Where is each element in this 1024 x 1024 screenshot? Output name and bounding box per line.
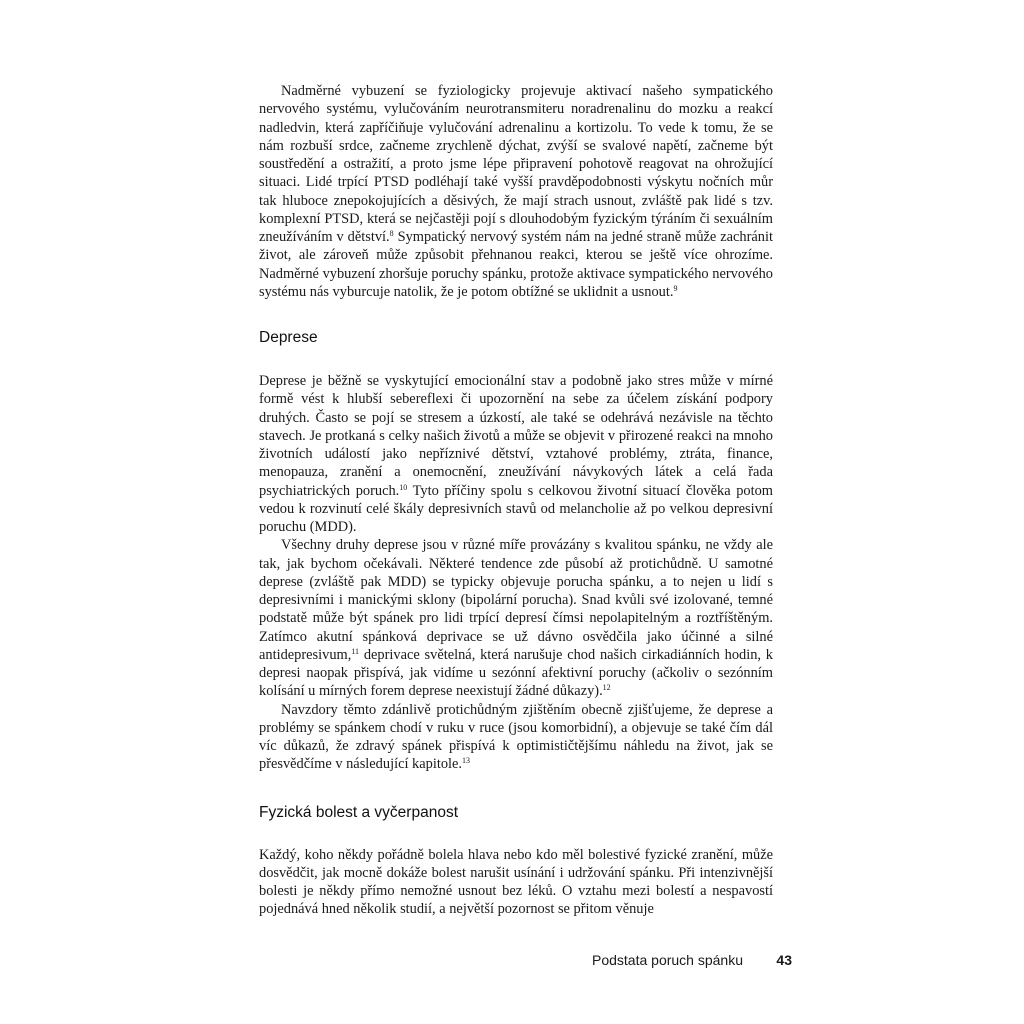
- paragraph-text: Nadměrné vybuzení se fyziologicky projevuje aktivací našeho sympatického nervového systému, vylučováním neurotransmiteru noradrenalinu do mozku a reakcí nadledvin, která zapříčiňuje vylučování adrenalinu a kortizolu. To vede k tomu, že se nám rozbuší srdce, začneme zrychleně dýchat, zvýší se svalové napětí, začneme být soustředění a ostražití, a proto jsme lépe připravení pohotově reagovat na ohrožující situaci. Lidé trpící PTSD podléhají také vyšší pravděpodobnosti výskytu nočních můr tak hluboce znepokojujících a děsivých, že mají strach usnout, zvláště pak lidé s tzv. komplexní PTSD, která se nejčastěji pojí s dlouhodobým fyzickým týráním či sexuálním zneužíváním v dětství.: [259, 83, 773, 245]
- paragraph-text: Navzdory těmto zdánlivě protichůdným zjištěním obecně zjišťujeme, že deprese a problémy se spánkem chodí v ruku v ruce (jsou komorbidní), a objevuje se také čím dál víc důkazů, že zdravý spánek přispívá k optimističtějšímu náhledu na život, jak se přesvědčíme v následující kapitole.: [259, 701, 773, 773]
- paragraph-text: Každý, koho někdy pořádně bolela hlava nebo kdo měl bolestivé fyzické zranění, může dosvědčit, jak mocně dokáže bolest narušit usínání i udržování spánku. Při intenzivnější bolesti je někdy přímo nemožné usnout bez léků. O vztahu mezi bolestí a nespavostí pojednává hned několik studií, a největší pozornost se přitom věnuje: [259, 846, 773, 918]
- footnote-ref[interactable]: 8: [389, 229, 394, 238]
- page-body: [259, 82, 773, 919]
- paragraph-deprese-sleep: [259, 536, 773, 700]
- paragraph-overarousal: [259, 82, 773, 301]
- paragraph-text: Deprese je běžně se vyskytující emocionální stav a podobně jako stres může v mírné formě vést k hlubší sebereflexi či upozornění na sebe za účelem získání podpory druhých. Často se pojí se stresem a úzkostí, ale také se odehrává nezávisle na těchto stavech. Je protkaná s celky našich životů a může se objevit v přirozené reakci na mnoho životních událostí jako nepříznivé dětství, vztahové problémy, ztráta, finance, menopauza, zranění a onemocnění, zneužívání návykových látek a celá řada psychiatrických poruch.: [259, 373, 773, 499]
- section-heading-deprese: Deprese: [259, 329, 318, 346]
- paragraph-text: Všechny druhy deprese jsou v různé míře provázány s kvalitou spánku, ne vždy ale tak, jak bychom očekávali. Některé tendence zde působí až protichůdně. U samotné deprese (zvláště pak MDD) se typicky objevuje porucha spánku, a to nejen u lidí s depresivními i manickými sklony (bipolární porucha). Snad kvůli své izolované, temné podstatě může být spánek pro lidi trpící depresí čímsi nepolapitelným a roztříštěným. Zatímco akutní spánková deprivace se už dávno osvědčila jako účinné a silné antidepresivum,: [259, 537, 773, 663]
- footnote-ref[interactable]: 11: [351, 646, 360, 656]
- footnote-ref[interactable]: 9: [673, 283, 678, 293]
- paragraph-text: deprivace světelná, která narušuje chod našich cirkadiánních hodin, k depresi naopak přispívá, jak vidíme u sezónní afektivní poruchy (ačkoliv o sezónním kolísání u mírných forem deprese neexistují žádné důkazy).: [259, 646, 773, 700]
- paragraph-deprese-comorbid: [259, 701, 773, 774]
- section-heading-pain: Fyzická bolest a vyčerpanost: [259, 803, 459, 821]
- footnote-ref[interactable]: 13: [462, 756, 471, 766]
- footnote-ref[interactable]: 10: [399, 482, 408, 492]
- paragraph-deprese-intro: [259, 372, 773, 536]
- running-title: Podstata poruch spánku: [592, 952, 743, 968]
- footnote-ref[interactable]: 12: [602, 683, 611, 693]
- paragraph-pain: [259, 846, 773, 919]
- paragraph-text: Sympatický nervový systém nám na jedné straně může zachránit život, ale zároveň může způsobit přehnanou reakci, kterou se ještě více ohrozíme. Nadměrné vybuzení zhoršuje poruchy spánku, protože aktivace sympatického nervového systému nás vyburcuje natolik, že je potom obtížné se uklidnit a usnout.: [259, 229, 773, 300]
- page-number: 43: [776, 952, 792, 968]
- paragraph-text: Tyto příčiny spolu s celkovou životní situací člověka potom vedou k rozvinutí celé škály depresivních stavů od melancholie až po velkou depresivní poruchu (MDD).: [259, 482, 773, 535]
